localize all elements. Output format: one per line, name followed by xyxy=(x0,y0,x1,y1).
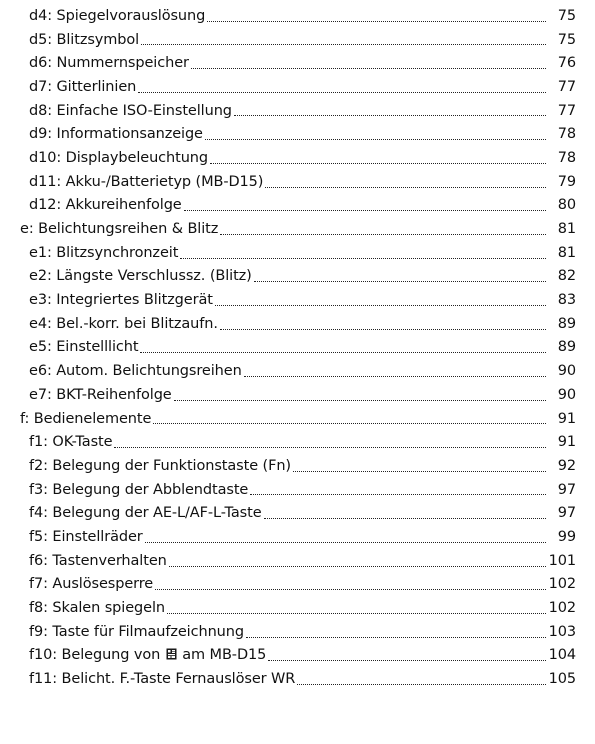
dot-leader xyxy=(254,280,546,282)
toc-entry-page: 78 xyxy=(557,126,576,143)
toc-entry-f9[interactable] xyxy=(0,620,595,644)
toc-entry-f6[interactable] xyxy=(0,549,595,573)
dot-leader xyxy=(205,138,546,140)
dot-leader xyxy=(174,399,546,401)
toc-entry-f8[interactable] xyxy=(0,596,595,620)
toc-entry-page: 90 xyxy=(557,363,576,380)
toc-entry-page: 92 xyxy=(557,457,576,474)
toc-entry-label xyxy=(29,647,267,663)
toc-entry-f5[interactable] xyxy=(0,525,595,549)
toc-entry-page: 89 xyxy=(557,315,576,332)
toc-entry-f11[interactable] xyxy=(0,667,595,691)
dot-leader xyxy=(268,659,546,661)
toc-entry-d9[interactable] xyxy=(0,122,595,146)
grid-shutter-icon xyxy=(166,648,177,660)
toc-entry-label: f4: Belegung der AE-L/AF-L-Taste xyxy=(29,505,262,522)
toc-entry-label: f3: Belegung der Abblendtaste xyxy=(29,481,249,498)
dot-leader xyxy=(140,351,546,353)
toc-entry-page: 82 xyxy=(557,268,576,285)
toc-entry-label: e4: Bel.-korr. bei Blitzaufn. xyxy=(29,315,218,332)
toc-entry-label: f8: Skalen spiegeln xyxy=(29,600,165,617)
toc-entry-e1[interactable] xyxy=(0,241,595,265)
toc-entry-e6[interactable] xyxy=(0,359,595,383)
toc-entry-page: 91 xyxy=(557,410,576,427)
toc-entry-page: 103 xyxy=(548,623,576,640)
toc-entry-f1[interactable] xyxy=(0,430,595,454)
toc-entry-d8[interactable] xyxy=(0,99,595,123)
toc-entry-page: 102 xyxy=(548,576,576,593)
toc-entry-page: 78 xyxy=(557,149,576,166)
dot-leader xyxy=(215,304,546,306)
toc-entry-d4[interactable] xyxy=(0,4,595,28)
toc-entry-page: 90 xyxy=(557,386,576,403)
toc-entry-label: e7: BKT-Reihenfolge xyxy=(29,386,172,403)
dot-leader xyxy=(167,612,546,614)
toc-entry-page: 105 xyxy=(548,671,576,688)
toc-entry-label: d7: Gitterlinien xyxy=(29,78,137,95)
toc-entry-d12[interactable] xyxy=(0,194,595,218)
toc-section-label: e: Belichtungsreihen & Blitz xyxy=(20,221,219,238)
dot-leader xyxy=(145,541,546,543)
toc-entry-label: e6: Autom. Belichtungsreihen xyxy=(29,363,242,380)
dot-leader xyxy=(297,683,546,685)
dot-leader xyxy=(244,375,546,377)
toc-entry-label: f7: Auslösesperre xyxy=(29,576,154,593)
toc-entry-d5[interactable] xyxy=(0,28,595,52)
toc-entry-label: d8: Einfache ISO-Einstellung xyxy=(29,102,232,119)
toc-entry-page: 75 xyxy=(557,31,576,48)
toc-entry-label: d9: Informationsanzeige xyxy=(29,126,203,143)
toc-entry-page: 83 xyxy=(557,292,576,309)
toc-entry-f3[interactable] xyxy=(0,478,595,502)
toc-entry-d11[interactable] xyxy=(0,170,595,194)
dot-leader xyxy=(169,565,546,567)
dot-leader xyxy=(153,422,546,424)
dot-leader xyxy=(141,43,546,45)
toc-entry-page: 77 xyxy=(557,102,576,119)
toc-entry-e4[interactable] xyxy=(0,312,595,336)
toc-entry-f7[interactable] xyxy=(0,573,595,597)
toc-section-f[interactable] xyxy=(0,407,595,431)
toc-entry-label: d11: Akku-/Batterietyp (MB-D15) xyxy=(29,173,264,190)
toc-entry-label: e2: Längste Verschlussz. (Blitz) xyxy=(29,268,252,285)
toc-entry-page: 89 xyxy=(557,339,576,356)
toc-entry-label: e5: Einstelllicht xyxy=(29,339,139,356)
toc-entry-f4[interactable] xyxy=(0,501,595,525)
toc-entry-page: 101 xyxy=(548,552,576,569)
dot-leader xyxy=(250,493,546,495)
toc-entry-e2[interactable] xyxy=(0,265,595,289)
toc-entry-label: d4: Spiegelvorauslösung xyxy=(29,7,206,24)
toc-entry-label: d5: Blitzsymbol xyxy=(29,31,140,48)
toc-entry-f10[interactable] xyxy=(0,644,595,668)
toc-entry-page: 81 xyxy=(557,244,576,261)
toc-entry-page: 79 xyxy=(557,173,576,190)
toc-entry-page: 99 xyxy=(557,528,576,545)
dot-leader xyxy=(138,91,546,93)
toc-entry-d6[interactable] xyxy=(0,51,595,75)
toc-entry-label: e1: Blitzsynchronzeit xyxy=(29,244,179,261)
dot-leader xyxy=(207,20,546,22)
toc-entry-label-end: am MB-D15 xyxy=(177,647,267,664)
dot-leader xyxy=(220,328,546,330)
toc-entry-label: d6: Nummernspeicher xyxy=(29,55,189,72)
toc-entry-label: d12: Akkureihenfolge xyxy=(29,197,182,214)
toc-entry-label: f9: Taste für Filmaufzeichnung xyxy=(29,623,244,640)
toc-entry-page: 97 xyxy=(557,481,576,498)
toc-entry-label: e3: Integriertes Blitzgerät xyxy=(29,292,213,309)
toc-entry-e5[interactable] xyxy=(0,336,595,360)
dot-leader xyxy=(220,233,546,235)
toc-entry-page: 75 xyxy=(557,7,576,24)
dot-leader xyxy=(293,470,546,472)
toc-section-label: f: Bedienelemente xyxy=(20,410,152,427)
dot-leader xyxy=(180,257,546,259)
toc-entry-page: 102 xyxy=(548,600,576,617)
toc-entry-e7[interactable] xyxy=(0,383,595,407)
toc-entry-e3[interactable] xyxy=(0,288,595,312)
toc-entry-d7[interactable] xyxy=(0,75,595,99)
toc-entry-page: 97 xyxy=(557,505,576,522)
toc-entry-page: 104 xyxy=(548,647,576,664)
toc-entry-label: f1: OK-Taste xyxy=(29,434,113,451)
toc-entry-label-start: f10: Belegung von xyxy=(29,647,165,664)
toc-entry-label: d10: Displaybeleuchtung xyxy=(29,149,208,166)
toc-entry-page: 76 xyxy=(557,55,576,72)
dot-leader xyxy=(246,636,546,638)
toc-entry-label: f6: Tastenverhalten xyxy=(29,552,167,569)
dot-leader xyxy=(114,446,546,448)
dot-leader xyxy=(184,209,546,211)
dot-leader xyxy=(155,588,546,590)
toc-section-e[interactable] xyxy=(0,217,595,241)
toc-entry-label: f2: Belegung der Funktionstaste (Fn) xyxy=(29,457,291,474)
table-of-contents xyxy=(0,4,595,691)
toc-entry-page: 80 xyxy=(557,197,576,214)
toc-entry-label: f5: Einstellräder xyxy=(29,528,143,545)
dot-leader xyxy=(234,114,546,116)
toc-entry-d10[interactable] xyxy=(0,146,595,170)
toc-entry-page: 91 xyxy=(557,434,576,451)
toc-entry-f2[interactable] xyxy=(0,454,595,478)
dot-leader xyxy=(265,186,546,188)
dot-leader xyxy=(210,162,546,164)
dot-leader xyxy=(264,517,546,519)
dot-leader xyxy=(191,67,546,69)
toc-entry-page: 77 xyxy=(557,78,576,95)
toc-entry-page: 81 xyxy=(557,221,576,238)
toc-entry-label: f11: Belicht. F.-Taste Fernauslöser WR xyxy=(29,671,296,688)
